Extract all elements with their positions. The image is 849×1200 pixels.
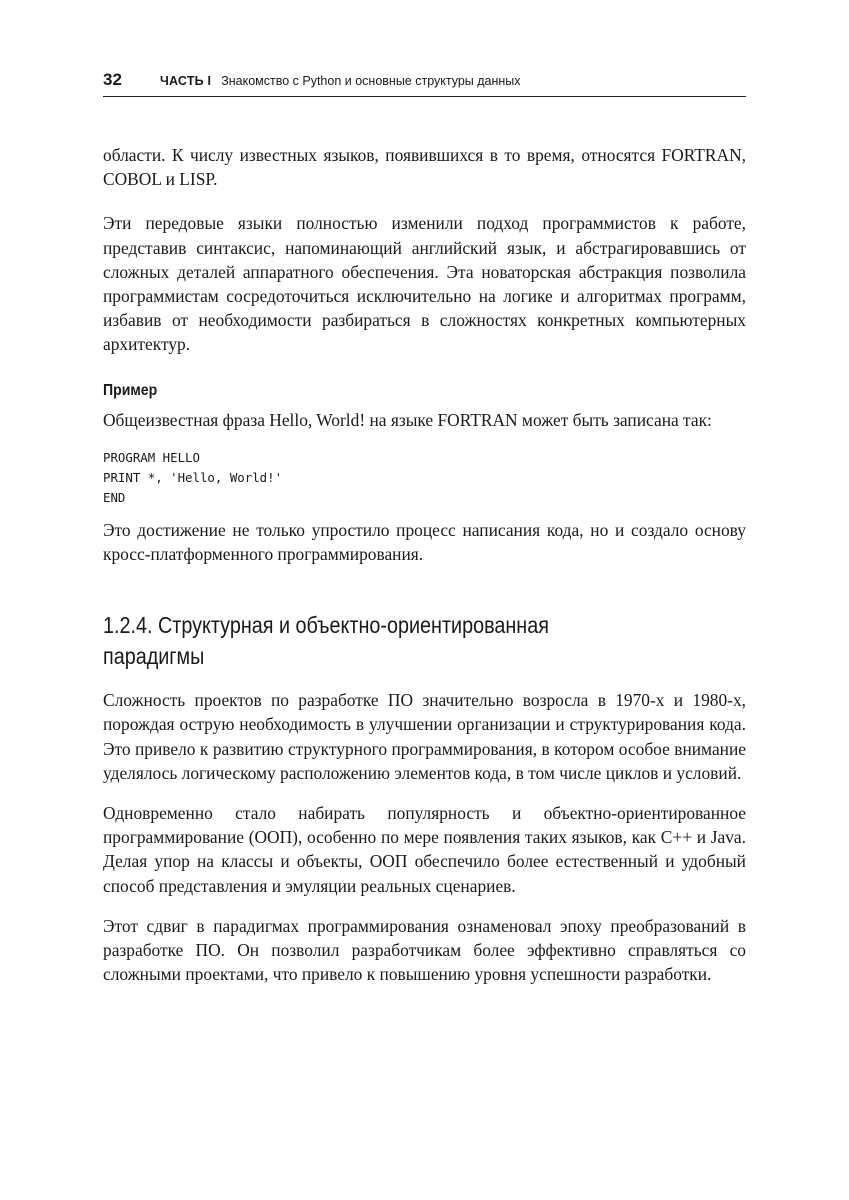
code-line: PRINT *, 'Hello, World!' xyxy=(103,469,283,485)
code-line: PROGRAM HELLO xyxy=(103,449,200,465)
paragraph-example-intro: Общеизвестная фраза Hello, World! на языке FORTRAN может быть записана так: xyxy=(103,409,712,430)
paragraph-paradigm-shift: Этот сдвиг в парадигмах программирования ознаменовал эпоху преобразований в разработке ПО. Он позволил разработчикам более эффективно справляться со сложными проектами, что привело к повышению уровня успешности разработки. xyxy=(103,915,746,985)
code-line: END xyxy=(103,489,126,505)
code-listing xyxy=(103,448,746,508)
chapter-title: Знакомство с Python и основные структуры данных xyxy=(221,74,521,88)
paragraph-oop: Одновременно стало набирать популярность и объектно-ориентированное программирование (ООП), особенно по мере появления таких языков, как C++ и Java. Делая упор на классы и объекты, ООП обеспечило более естественный и удобный способ представления и эмуляции реальных сценариев. xyxy=(103,803,746,896)
page-content xyxy=(103,143,746,986)
running-header xyxy=(103,70,746,97)
paragraph-structured: Сложность проектов по разработке ПО значительно возросла в 1970-х и 1980-х, порождая острую необходимость в улучшении организации и структурирования кода. Это привело к развитию структурного программирования, в котором особое внимание уделялось логическому расположению элементов кода, в том числе циклов и условий. xyxy=(103,690,746,783)
part-label: ЧАСТЬ I xyxy=(160,74,212,88)
paragraph-cross-platform: Это достижение не только упростило процесс написания кода, но и создало основу кросс-платформенного программирования. xyxy=(103,519,746,565)
paragraph-intro: области. К числу известных языков, появившихся в то время, относятся FORTRAN, COBOL и LISP. xyxy=(103,145,746,190)
section-heading-line1: 1.2.4. Структурная и объектно-ориентированная xyxy=(103,612,549,639)
section-heading xyxy=(103,610,636,672)
section-heading-line2: парадигмы xyxy=(103,643,205,670)
paragraph-abstraction: Эти передовые языки полностью изменили подход программистов к работе, представив синтаксис, напоминающий английский язык, и абстрагировавшись от сложных деталей аппаратного обеспечения. Эта новаторская абстракция позволила программистам сосредоточиться исключительно на логике и алгоритмах программ, избавив от необходимости разбираться в сложностях конкретных компьютерных архитектур. xyxy=(103,213,746,355)
page-number: 32 xyxy=(103,70,122,89)
example-heading: Пример xyxy=(103,381,158,399)
